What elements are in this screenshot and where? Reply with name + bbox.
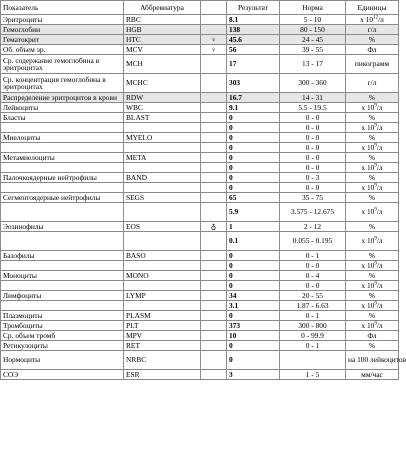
cell-flag bbox=[201, 103, 227, 113]
cell-units bbox=[346, 163, 399, 173]
cell-units bbox=[346, 261, 399, 271]
unit-text: % bbox=[368, 92, 376, 102]
cell-result: 17 bbox=[227, 55, 280, 74]
cell-flag bbox=[201, 261, 227, 271]
unit-text: % bbox=[368, 250, 376, 260]
table-header-row bbox=[1, 1, 399, 15]
cell-units bbox=[346, 183, 399, 193]
cell-parameter: Метамиелоциты bbox=[1, 153, 124, 163]
cell-parameter: Нормоциты bbox=[1, 351, 124, 370]
cell-parameter bbox=[1, 261, 124, 271]
cell-result: 373 bbox=[227, 321, 280, 331]
cell-parameter: Эозинофилы bbox=[1, 222, 124, 232]
cell-abbreviation: MPV bbox=[124, 331, 201, 341]
cell-result: 0 bbox=[227, 251, 280, 261]
cell-norm: 0 - 1 bbox=[280, 251, 346, 261]
cell-units bbox=[346, 74, 399, 93]
unit-text: г/л bbox=[367, 78, 377, 88]
table-row bbox=[1, 143, 399, 153]
cell-abbreviation: RDW bbox=[124, 93, 201, 103]
cell-parameter: Бласты bbox=[1, 113, 124, 123]
header-parameter: Показатель bbox=[1, 1, 124, 15]
cell-result: 34 bbox=[227, 291, 280, 301]
cell-result: 3.1 bbox=[227, 301, 280, 311]
table-row bbox=[1, 25, 399, 35]
cell-norm: 5 - 10 bbox=[280, 15, 346, 25]
cell-result: 0.1 bbox=[227, 232, 280, 251]
cell-flag bbox=[201, 123, 227, 133]
unit-text: x 10 bbox=[361, 122, 375, 132]
table-row bbox=[1, 203, 399, 222]
cell-abbreviation: EOS bbox=[124, 222, 201, 232]
cell-units bbox=[346, 15, 399, 25]
table-row bbox=[1, 222, 399, 232]
unit-exponent: 9 bbox=[374, 236, 377, 242]
cell-result: 138 bbox=[227, 25, 280, 35]
cell-result: 45.6 bbox=[227, 35, 280, 45]
cell-units bbox=[346, 321, 399, 331]
table-row bbox=[1, 45, 399, 55]
cell-abbreviation: BLAST bbox=[124, 113, 201, 123]
cell-parameter: Миелоциты bbox=[1, 133, 124, 143]
cell-flag bbox=[201, 351, 227, 370]
cell-norm: 1 - 5 bbox=[280, 370, 346, 380]
cell-result: 0 bbox=[227, 271, 280, 281]
cell-abbreviation: MYELO bbox=[124, 133, 201, 143]
cell-units bbox=[346, 123, 399, 133]
cell-abbreviation bbox=[124, 281, 201, 291]
cell-flag bbox=[201, 153, 227, 163]
cell-norm: 14 - 31 bbox=[280, 93, 346, 103]
unit-exponent: 9 bbox=[374, 207, 377, 213]
cell-abbreviation: RBC bbox=[124, 15, 201, 25]
cell-result: 303 bbox=[227, 74, 280, 93]
cell-norm: 300 - 800 bbox=[280, 321, 346, 331]
table-row bbox=[1, 370, 399, 380]
table-row bbox=[1, 251, 399, 261]
unit-text: % bbox=[368, 192, 376, 202]
cell-norm: 0 - 1 bbox=[280, 311, 346, 321]
cell-norm: 5.5 - 19.5 bbox=[280, 103, 346, 113]
cell-abbreviation bbox=[124, 203, 201, 222]
table-row bbox=[1, 301, 399, 311]
unit-text: % bbox=[368, 270, 376, 280]
cell-norm: 300 - 360 bbox=[280, 74, 346, 93]
unit-text: % bbox=[368, 172, 376, 182]
cell-parameter: СОЭ bbox=[1, 370, 124, 380]
unit-tail: /л bbox=[376, 260, 383, 270]
unit-tail: /л bbox=[376, 182, 383, 192]
unit-exponent: 9 bbox=[374, 301, 377, 307]
cell-units bbox=[346, 370, 399, 380]
unit-text: % bbox=[368, 310, 376, 320]
cell-abbreviation: MCH bbox=[124, 55, 201, 74]
cell-flag bbox=[201, 173, 227, 183]
cell-units bbox=[346, 193, 399, 203]
cell-flag bbox=[201, 133, 227, 143]
unit-text: % bbox=[368, 221, 376, 231]
unit-text: % bbox=[368, 290, 376, 300]
table-row bbox=[1, 261, 399, 271]
cell-result: 0 bbox=[227, 341, 280, 351]
unit-text: % bbox=[368, 112, 376, 122]
unit-text: на 100 лейкоцитов bbox=[348, 355, 406, 365]
cell-norm: 1.87 - 6.63 bbox=[280, 301, 346, 311]
cell-abbreviation: MONO bbox=[124, 271, 201, 281]
cell-result: 0 bbox=[227, 351, 280, 370]
table-row bbox=[1, 93, 399, 103]
cell-norm: 0 - 0 bbox=[280, 143, 346, 153]
cell-flag bbox=[201, 183, 227, 193]
cell-parameter: Гематокрит bbox=[1, 35, 124, 45]
table-row bbox=[1, 351, 399, 370]
unit-text: г/л bbox=[367, 24, 377, 34]
cell-abbreviation: BAND bbox=[124, 173, 201, 183]
cell-result: 0 bbox=[227, 311, 280, 321]
cell-result: 9.1 bbox=[227, 103, 280, 113]
cell-norm: 0 - 0 bbox=[280, 183, 346, 193]
unit-exponent: 9 bbox=[374, 143, 377, 149]
cell-units bbox=[346, 331, 399, 341]
cell-flag bbox=[201, 331, 227, 341]
cell-flag bbox=[201, 251, 227, 261]
cell-result: 56 bbox=[227, 45, 280, 55]
unit-text: x 10 bbox=[361, 162, 375, 172]
cell-flag bbox=[201, 301, 227, 311]
table-row bbox=[1, 321, 399, 331]
cell-result: 0 bbox=[227, 163, 280, 173]
cell-result: 1 bbox=[227, 222, 280, 232]
unit-exponent: 9 bbox=[374, 123, 377, 129]
cell-norm: 3.575 - 12.675 bbox=[280, 203, 346, 222]
header-units: Единицы bbox=[346, 1, 399, 15]
table-row bbox=[1, 173, 399, 183]
cell-units bbox=[346, 173, 399, 183]
cell-norm bbox=[280, 351, 346, 370]
unit-tail: /л bbox=[376, 102, 383, 112]
table-row bbox=[1, 193, 399, 203]
cell-norm: 20 - 55 bbox=[280, 291, 346, 301]
cell-norm: 0 - 1 bbox=[280, 341, 346, 351]
cell-norm: 0 - 0 bbox=[280, 281, 346, 291]
table-row bbox=[1, 133, 399, 143]
cell-abbreviation: MCV bbox=[124, 45, 201, 55]
cell-norm: 39 - 55 bbox=[280, 45, 346, 55]
cell-parameter: Моноциты bbox=[1, 271, 124, 281]
cell-flag: ♀ bbox=[201, 45, 227, 55]
cell-result: 0 bbox=[227, 281, 280, 291]
cell-parameter: Ретикулоциты bbox=[1, 341, 124, 351]
unit-text: Фл bbox=[367, 330, 377, 340]
cell-flag bbox=[201, 74, 227, 93]
cell-abbreviation bbox=[124, 143, 201, 153]
cell-result: 0 bbox=[227, 173, 280, 183]
cell-parameter: Палочкоядерные нейтрофилы bbox=[1, 173, 124, 183]
cell-parameter bbox=[1, 123, 124, 133]
table-row bbox=[1, 113, 399, 123]
unit-tail: /л bbox=[376, 280, 383, 290]
cell-units bbox=[346, 113, 399, 123]
cell-units bbox=[346, 301, 399, 311]
table-row bbox=[1, 74, 399, 93]
unit-text: x 10 bbox=[361, 300, 375, 310]
cell-norm: 0 - 4 bbox=[280, 271, 346, 281]
cell-flag bbox=[201, 321, 227, 331]
cell-result: 0 bbox=[227, 133, 280, 143]
unit-text: x 10 bbox=[361, 280, 375, 290]
unit-text: % bbox=[368, 152, 376, 162]
cell-parameter bbox=[1, 203, 124, 222]
unit-exponent: 9 bbox=[374, 321, 377, 327]
header-abbreviation: Аббревиатура bbox=[124, 1, 201, 15]
cell-flag bbox=[201, 271, 227, 281]
cell-abbreviation: BASO bbox=[124, 251, 201, 261]
cell-parameter bbox=[1, 143, 124, 153]
cell-parameter bbox=[1, 232, 124, 251]
unit-tail: /л bbox=[376, 300, 383, 310]
cell-units bbox=[346, 103, 399, 113]
cell-abbreviation: PLASM bbox=[124, 311, 201, 321]
cell-norm: 0 - 0 bbox=[280, 261, 346, 271]
unit-text: x 10 bbox=[360, 14, 374, 24]
cell-norm: 2 - 12 bbox=[280, 222, 346, 232]
unit-text: Фл bbox=[367, 44, 377, 54]
unit-tail: /л bbox=[376, 236, 383, 246]
table-row bbox=[1, 291, 399, 301]
cell-units bbox=[346, 45, 399, 55]
cell-result: 10 bbox=[227, 331, 280, 341]
cell-flag bbox=[201, 232, 227, 251]
cell-abbreviation: LYMP bbox=[124, 291, 201, 301]
cell-abbreviation: NRBC bbox=[124, 351, 201, 370]
table-row bbox=[1, 103, 399, 113]
cell-result: 0 bbox=[227, 183, 280, 193]
unit-tail: /л bbox=[376, 122, 383, 132]
cell-result: 16.7 bbox=[227, 93, 280, 103]
cell-flag bbox=[201, 370, 227, 380]
cell-result: 0 bbox=[227, 123, 280, 133]
cell-abbreviation: ESR bbox=[124, 370, 201, 380]
cell-units bbox=[346, 351, 406, 370]
cell-units bbox=[346, 25, 399, 35]
table-row bbox=[1, 15, 399, 25]
cell-abbreviation: MCHC bbox=[124, 74, 201, 93]
cell-abbreviation: PLT bbox=[124, 321, 201, 331]
cell-parameter: Лейкоциты bbox=[1, 103, 124, 113]
cell-abbreviation: RET bbox=[124, 341, 201, 351]
cell-flag bbox=[201, 291, 227, 301]
cell-abbreviation bbox=[124, 232, 201, 251]
unit-text: x 10 bbox=[361, 236, 375, 246]
unit-tail: /л bbox=[376, 207, 383, 217]
cell-result: 3 bbox=[227, 370, 280, 380]
cell-flag bbox=[201, 55, 227, 74]
unit-text: % bbox=[368, 340, 376, 350]
unit-text: мм/час bbox=[361, 369, 383, 379]
cell-parameter: Плазмоциты bbox=[1, 311, 124, 321]
unit-exponent: 9 bbox=[374, 261, 377, 267]
cell-flag bbox=[201, 163, 227, 173]
cell-parameter: Распределение эритроцитов в крови bbox=[1, 93, 124, 103]
cell-norm: 0.055 - 0.195 bbox=[280, 232, 346, 251]
cell-parameter: Об. объем эр. bbox=[1, 45, 124, 55]
unit-text: пикограмм bbox=[354, 59, 390, 69]
table-row bbox=[1, 123, 399, 133]
cell-flag bbox=[201, 311, 227, 321]
unit-exponent: 9 bbox=[374, 183, 377, 189]
cell-abbreviation bbox=[124, 123, 201, 133]
cell-result: 8.1 bbox=[227, 15, 280, 25]
cell-flag: ♀ bbox=[201, 35, 227, 45]
cell-parameter: Тромбоциты bbox=[1, 321, 124, 331]
cell-abbreviation: META bbox=[124, 153, 201, 163]
cell-flag bbox=[201, 113, 227, 123]
table-row bbox=[1, 271, 399, 281]
cell-parameter: Эритроциты bbox=[1, 15, 124, 25]
cell-units bbox=[346, 35, 399, 45]
table-row bbox=[1, 311, 399, 321]
cell-units bbox=[346, 153, 399, 163]
cell-parameter: Сегментоядерные нейтрофилы bbox=[1, 193, 124, 203]
cell-parameter bbox=[1, 281, 124, 291]
unit-exponent: 9 bbox=[374, 281, 377, 287]
cell-units bbox=[346, 291, 399, 301]
header-result: Результат bbox=[227, 1, 280, 15]
cell-units bbox=[346, 133, 399, 143]
unit-tail: /л bbox=[376, 320, 383, 330]
unit-text: x 10 bbox=[361, 142, 375, 152]
cell-units bbox=[346, 251, 399, 261]
cell-norm: 0 - 3 bbox=[280, 173, 346, 183]
cell-units bbox=[346, 232, 399, 251]
cell-norm: 0 - 0 bbox=[280, 133, 346, 143]
cell-flag bbox=[201, 193, 227, 203]
unit-exponent: 12 bbox=[373, 15, 379, 21]
cell-flag bbox=[201, 341, 227, 351]
cell-flag: ♁ bbox=[201, 222, 227, 232]
cell-norm: 0 - 0 bbox=[280, 113, 346, 123]
cell-parameter bbox=[1, 301, 124, 311]
cell-parameter bbox=[1, 163, 124, 173]
cell-units bbox=[346, 281, 399, 291]
cell-parameter bbox=[1, 183, 124, 193]
cell-norm: 0 - 0 bbox=[280, 163, 346, 173]
unit-text: x 10 bbox=[361, 182, 375, 192]
cell-flag bbox=[201, 93, 227, 103]
unit-tail: /л bbox=[378, 14, 384, 24]
table-row bbox=[1, 153, 399, 163]
header-norm: Норма bbox=[280, 1, 346, 15]
header-flag bbox=[201, 1, 227, 15]
cell-flag bbox=[201, 15, 227, 25]
cell-abbreviation bbox=[124, 301, 201, 311]
cell-units bbox=[346, 55, 399, 74]
cell-flag bbox=[201, 25, 227, 35]
cell-parameter: Ср. концентрация гемоглобина в эритроцитах bbox=[1, 74, 124, 93]
cell-norm: 24 - 45 bbox=[280, 35, 346, 45]
cell-abbreviation bbox=[124, 183, 201, 193]
table-row bbox=[1, 232, 399, 251]
cell-norm: 80 - 150 bbox=[280, 25, 346, 35]
cell-result: 5.9 bbox=[227, 203, 280, 222]
cell-units bbox=[346, 341, 399, 351]
cell-flag bbox=[201, 143, 227, 153]
cell-result: 0 bbox=[227, 153, 280, 163]
cell-result: 0 bbox=[227, 261, 280, 271]
cell-norm: 13 - 17 bbox=[280, 55, 346, 74]
unit-tail: /л bbox=[376, 162, 383, 172]
unit-tail: /л bbox=[376, 142, 383, 152]
cell-result: 0 bbox=[227, 113, 280, 123]
cell-parameter: Ср. объем тромб bbox=[1, 331, 124, 341]
cell-parameter: Гемоглобин bbox=[1, 25, 124, 35]
cell-parameter: Базофилы bbox=[1, 251, 124, 261]
cell-abbreviation: HTC bbox=[124, 35, 201, 45]
cell-units bbox=[346, 311, 399, 321]
unit-exponent: 9 bbox=[374, 163, 377, 169]
unit-exponent: 9 bbox=[374, 103, 377, 109]
cell-abbreviation: SEGS bbox=[124, 193, 201, 203]
table-row bbox=[1, 163, 399, 173]
cell-parameter: Лимфоциты bbox=[1, 291, 124, 301]
cell-abbreviation bbox=[124, 163, 201, 173]
cell-norm: 0 - 0 bbox=[280, 153, 346, 163]
table-row bbox=[1, 281, 399, 291]
cell-norm: 0 - 0 bbox=[280, 123, 346, 133]
table-row bbox=[1, 331, 399, 341]
cell-result: 65 bbox=[227, 193, 280, 203]
unit-text: % bbox=[368, 34, 376, 44]
cell-abbreviation bbox=[124, 261, 201, 271]
cell-units bbox=[346, 271, 399, 281]
table-row bbox=[1, 55, 399, 74]
cell-norm: 35 - 75 bbox=[280, 193, 346, 203]
cell-flag bbox=[201, 281, 227, 291]
cell-norm: 0 - 99.9 bbox=[280, 331, 346, 341]
cell-abbreviation: HGB bbox=[124, 25, 201, 35]
table-row bbox=[1, 183, 399, 193]
unit-text: x 10 bbox=[361, 102, 375, 112]
unit-text: x 10 bbox=[361, 207, 375, 217]
cell-units bbox=[346, 93, 399, 103]
unit-text: x 10 bbox=[361, 320, 375, 330]
table-row bbox=[1, 341, 399, 351]
cell-units bbox=[346, 143, 399, 153]
cell-abbreviation: WBC bbox=[124, 103, 201, 113]
cell-units bbox=[346, 203, 399, 222]
unit-text: % bbox=[368, 132, 376, 142]
cell-result: 0 bbox=[227, 143, 280, 153]
table-row bbox=[1, 35, 399, 45]
cell-units bbox=[346, 222, 399, 232]
unit-text: x 10 bbox=[361, 260, 375, 270]
cell-flag bbox=[201, 203, 227, 222]
cell-parameter: Ср. содержание гемоглобина в эритроцитах bbox=[1, 55, 124, 74]
